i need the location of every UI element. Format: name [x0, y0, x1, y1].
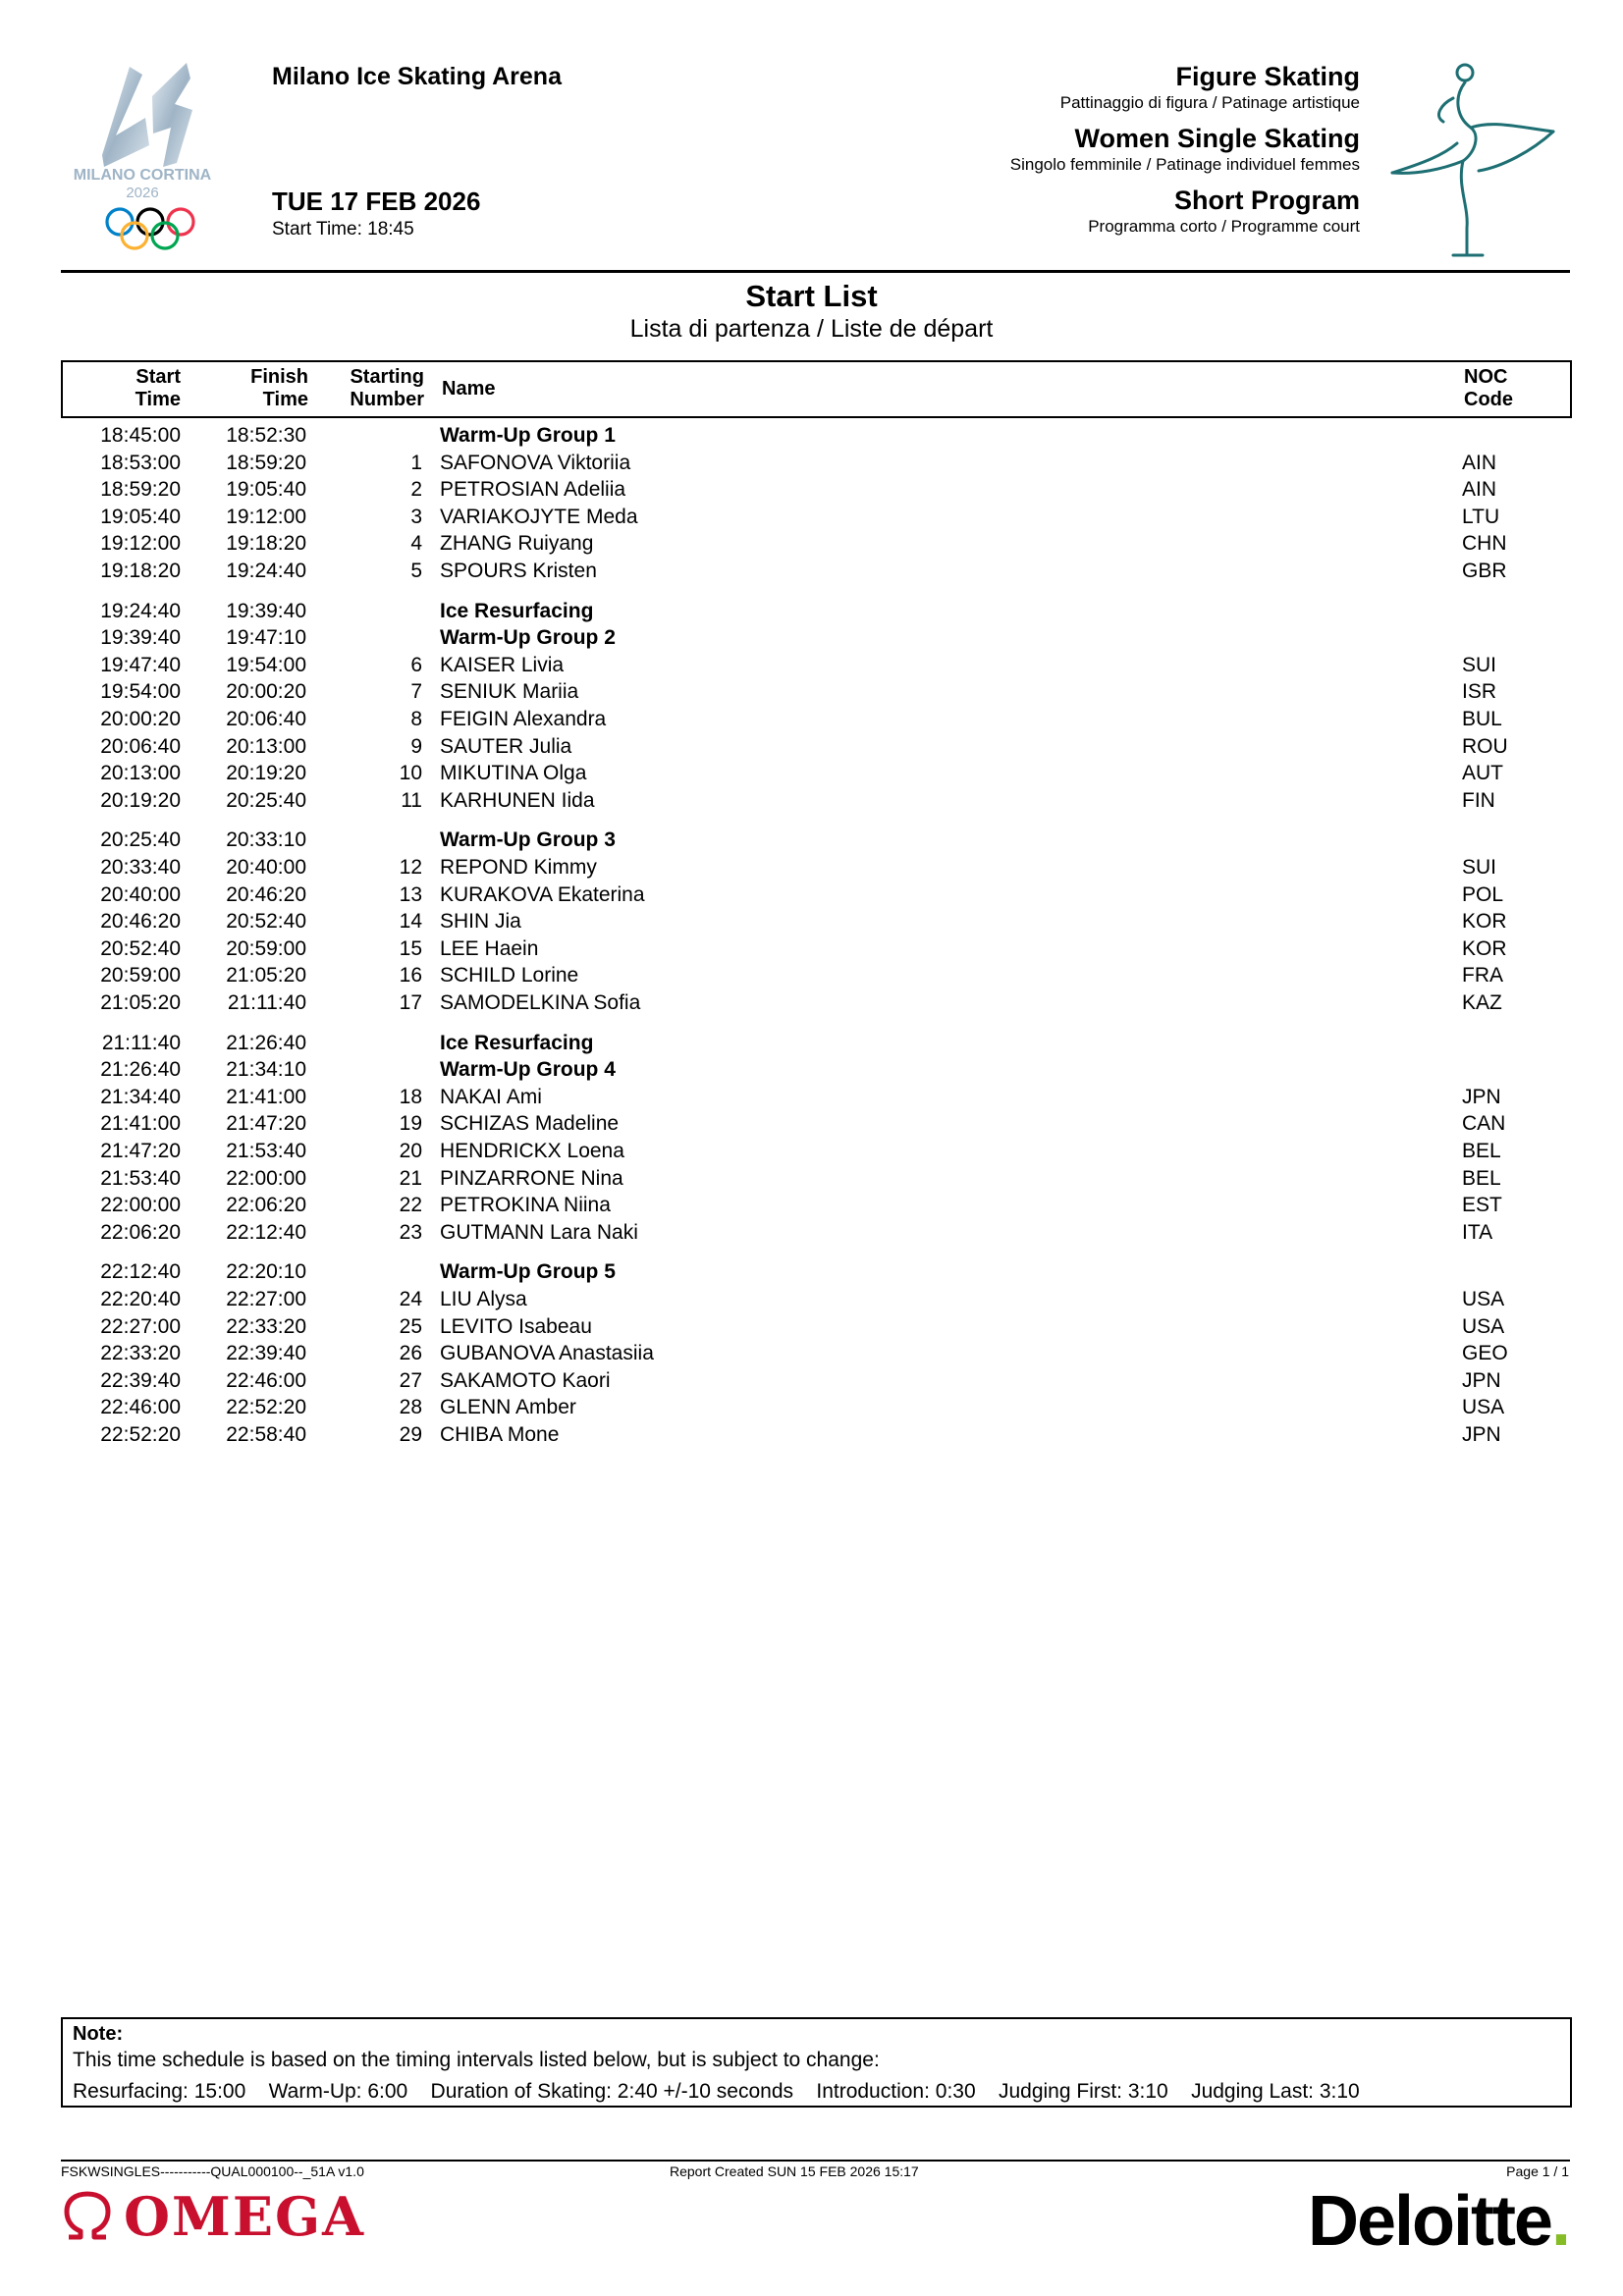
row-starting-number: 16: [399, 964, 422, 988]
row-noc-code: GBR: [1462, 560, 1507, 582]
row-finish-time: 22:06:20: [226, 1194, 306, 1217]
row-finish-time: 22:33:20: [226, 1314, 306, 1338]
row-skater-name: MIKUTINA Olga: [440, 762, 587, 785]
row-finish-time: 22:52:20: [226, 1396, 306, 1419]
emblem-text: MILANO CORTINA: [73, 167, 212, 184]
col-number-line1: Starting: [350, 366, 424, 388]
row-start-time: 18:59:20: [100, 478, 181, 502]
document-title: Start List: [745, 279, 878, 313]
col-finish-time: [181, 366, 308, 411]
row-skater-name: KURAKOVA Ekaterina: [440, 882, 645, 906]
report-code: FSKWSINGLES-----------QUAL000100--_51A v1.0: [61, 2163, 364, 2179]
row-start-time: 21:34:40: [100, 1085, 181, 1108]
row-group-label: Warm-Up Group 3: [440, 828, 616, 852]
row-finish-time: 20:33:10: [226, 828, 306, 852]
row-finish-time: 19:18:20: [226, 532, 306, 556]
row-starting-number: 26: [399, 1342, 422, 1365]
row-finish-time: 20:52:40: [226, 910, 306, 934]
row-noc-code: POL: [1462, 882, 1504, 906]
row-finish-time: 22:46:00: [226, 1368, 306, 1392]
row-starting-number: 21: [399, 1166, 422, 1190]
row-finish-time: 20:13:00: [226, 734, 306, 758]
row-finish-time: 19:39:40: [226, 599, 306, 622]
footer-rule: [61, 2160, 1570, 2162]
row-skater-name: LEVITO Isabeau: [440, 1314, 592, 1338]
note-box: [61, 2017, 1572, 2108]
row-start-time: 19:24:40: [100, 599, 181, 622]
deloitte-dot: .: [1550, 2182, 1569, 2261]
row-finish-time: 21:34:10: [226, 1058, 306, 1082]
row-group-label: Warm-Up Group 2: [440, 626, 616, 650]
col-start-line2: Time: [135, 389, 181, 410]
row-starting-number: 24: [399, 1288, 422, 1310]
row-start-time: 22:52:20: [100, 1423, 181, 1446]
row-finish-time: 20:25:40: [226, 788, 306, 812]
row-finish-time: 22:27:00: [226, 1288, 306, 1310]
row-skater-name: ZHANG Ruiyang: [440, 532, 594, 556]
row-start-time: 21:11:40: [101, 1031, 181, 1054]
row-noc-code: BUL: [1462, 708, 1502, 730]
row-finish-time: 20:19:20: [226, 762, 306, 785]
row-noc-code: SUI: [1462, 653, 1497, 676]
row-starting-number: 14: [399, 910, 422, 934]
row-start-time: 20:40:00: [100, 882, 181, 906]
row-noc-code: CAN: [1462, 1112, 1506, 1136]
omega-wordmark: OMEGA: [124, 2185, 365, 2248]
row-start-time: 21:26:40: [100, 1058, 181, 1082]
row-noc-code: JPN: [1462, 1423, 1501, 1446]
row-group-label: Ice Resurfacing: [440, 599, 594, 622]
row-noc-code: SUI: [1462, 856, 1497, 879]
table-header: [61, 360, 1572, 418]
row-noc-code: FIN: [1462, 788, 1495, 812]
row-start-time: 22:39:40: [100, 1368, 181, 1392]
col-start-line1: Start: [135, 366, 181, 388]
row-starting-number: 2: [410, 478, 422, 502]
document-subtitle: Lista di partenza / Liste de départ: [629, 315, 994, 343]
row-finish-time: 22:00:00: [226, 1166, 306, 1190]
row-finish-time: 22:20:10: [226, 1260, 306, 1284]
row-skater-name: SAMODELKINA Sofia: [440, 991, 641, 1014]
col-name: Name: [442, 378, 496, 400]
event-date: TUE 17 FEB 2026: [272, 187, 481, 216]
row-noc-code: USA: [1462, 1314, 1505, 1338]
row-starting-number: 4: [410, 532, 422, 556]
note-intervals: Resurfacing: 15:00 Warm-Up: 6:00 Duration of Skating: 2:40 +/-10 seconds Introduction: 0:30 Judging First: 3:10 Judging Last: 3:10: [73, 2080, 1360, 2103]
row-noc-code: KOR: [1462, 910, 1507, 934]
milano-cortina-emblem: [69, 57, 216, 258]
row-start-time: 21:53:40: [100, 1166, 181, 1190]
row-skater-name: SPOURS Kristen: [440, 560, 597, 582]
row-skater-name: VARIAKOJYTE Meda: [440, 505, 638, 528]
row-finish-time: 22:12:40: [226, 1220, 306, 1244]
row-finish-time: 19:24:40: [226, 560, 306, 582]
row-finish-time: 19:05:40: [226, 478, 306, 502]
row-finish-time: 22:39:40: [226, 1342, 306, 1365]
row-start-time: 22:06:20: [100, 1220, 181, 1244]
row-starting-number: 22: [399, 1194, 422, 1217]
row-noc-code: KOR: [1462, 936, 1507, 960]
row-skater-name: PINZARRONE Nina: [440, 1166, 623, 1190]
note-text: This time schedule is based on the timing intervals listed below, but is subject to change:: [73, 2049, 880, 2071]
figure-skater-icon: [1384, 59, 1561, 260]
row-finish-time: 21:05:20: [226, 964, 306, 988]
row-finish-time: 21:53:40: [226, 1140, 306, 1162]
header-rule: [61, 270, 1570, 273]
row-starting-number: 19: [399, 1112, 422, 1136]
col-noc-code: [1464, 366, 1513, 411]
row-finish-time: 18:52:30: [226, 424, 306, 447]
row-noc-code: JPN: [1462, 1085, 1501, 1108]
row-starting-number: 17: [399, 991, 422, 1014]
sport-title: Figure Skating: [1175, 62, 1360, 91]
row-start-time: 20:00:20: [100, 708, 181, 730]
row-finish-time: 20:40:00: [226, 856, 306, 879]
row-group-label: Warm-Up Group 1: [440, 424, 616, 447]
row-start-time: 18:45:00: [100, 424, 181, 447]
row-skater-name: HENDRICKX Loena: [440, 1140, 624, 1162]
row-start-time: 20:06:40: [100, 734, 181, 758]
row-starting-number: 11: [401, 788, 422, 812]
row-finish-time: 19:54:00: [226, 653, 306, 676]
start-list-table: [61, 422, 1570, 1463]
row-skater-name: NAKAI Ami: [440, 1085, 542, 1108]
row-start-time: 20:52:40: [100, 936, 181, 960]
row-noc-code: JPN: [1462, 1368, 1501, 1392]
row-starting-number: 3: [410, 505, 422, 528]
row-noc-code: CHN: [1462, 532, 1507, 556]
row-skater-name: SAFONOVA Viktoriia: [440, 451, 631, 474]
row-finish-time: 18:59:20: [226, 451, 306, 474]
row-finish-time: 21:26:40: [226, 1031, 306, 1054]
col-starting-number: [308, 366, 424, 411]
row-start-time: 21:41:00: [100, 1112, 181, 1136]
phase-subtitle: Programma corto / Programme court: [1088, 217, 1360, 236]
page-number: Page 1 / 1: [1506, 2163, 1569, 2179]
olympic-rings-icon: [104, 204, 212, 255]
row-start-time: 22:00:00: [100, 1194, 181, 1217]
row-finish-time: 22:58:40: [226, 1423, 306, 1446]
sport-subtitle: Pattinaggio di figura / Patinage artistique: [1059, 93, 1360, 112]
row-skater-name: SCHIZAS Madeline: [440, 1112, 620, 1136]
row-starting-number: 9: [410, 734, 422, 758]
row-skater-name: LIU Alysa: [440, 1288, 527, 1310]
row-group-label: Ice Resurfacing: [440, 1031, 594, 1054]
row-skater-name: PETROSIAN Adeliia: [440, 478, 626, 502]
row-finish-time: 20:46:20: [226, 882, 306, 906]
row-starting-number: 29: [399, 1423, 422, 1446]
row-skater-name: GLENN Amber: [440, 1396, 576, 1419]
row-start-time: 20:13:00: [100, 762, 181, 785]
row-start-time: 20:59:00: [100, 964, 181, 988]
venue-name: Milano Ice Skating Arena: [272, 63, 562, 90]
row-start-time: 20:19:20: [100, 788, 181, 812]
row-skater-name: SCHILD Lorine: [440, 964, 579, 988]
deloitte-wordmark: Deloitte: [1307, 2182, 1551, 2261]
row-skater-name: KARHUNEN Iida: [440, 788, 595, 812]
row-noc-code: AIN: [1462, 478, 1497, 502]
event-subtitle: Singolo femminile / Patinage individuel femmes: [1009, 155, 1360, 174]
row-skater-name: SAUTER Julia: [440, 734, 572, 758]
row-noc-code: LTU: [1462, 505, 1500, 528]
row-skater-name: SHIN Jia: [440, 910, 521, 934]
row-skater-name: KAISER Livia: [440, 653, 565, 676]
row-starting-number: 7: [410, 680, 422, 704]
row-starting-number: 6: [410, 653, 422, 676]
row-starting-number: 12: [399, 856, 422, 879]
row-start-time: 22:27:00: [100, 1314, 181, 1338]
row-starting-number: 5: [410, 560, 422, 582]
row-noc-code: KAZ: [1462, 991, 1502, 1014]
row-starting-number: 15: [399, 936, 422, 960]
note-title: Note:: [73, 2023, 124, 2045]
row-start-time: 19:54:00: [100, 680, 181, 704]
row-noc-code: AIN: [1462, 451, 1497, 474]
row-starting-number: 20: [399, 1140, 422, 1162]
row-finish-time: 20:00:20: [226, 680, 306, 704]
row-starting-number: 8: [410, 708, 422, 730]
row-skater-name: GUTMANN Lara Naki: [440, 1220, 638, 1244]
emblem-year: 2026: [126, 185, 159, 201]
row-skater-name: FEIGIN Alexandra: [440, 708, 607, 730]
row-noc-code: ISR: [1462, 680, 1497, 704]
row-skater-name: SENIUK Mariia: [440, 680, 579, 704]
col-finish-line2: Time: [262, 389, 308, 410]
row-start-time: 20:33:40: [100, 856, 181, 879]
row-start-time: 20:25:40: [100, 828, 181, 852]
col-finish-line1: Finish: [250, 366, 308, 388]
row-noc-code: AUT: [1462, 762, 1503, 785]
row-skater-name: REPOND Kimmy: [440, 856, 597, 879]
row-starting-number: 1: [410, 451, 422, 474]
col-noc-line2: Code: [1464, 389, 1513, 410]
row-starting-number: 25: [399, 1314, 422, 1338]
row-start-time: 20:46:20: [100, 910, 181, 934]
row-skater-name: GUBANOVA Anastasiia: [440, 1342, 654, 1365]
row-finish-time: 21:11:40: [227, 991, 306, 1014]
row-noc-code: USA: [1462, 1288, 1505, 1310]
row-noc-code: BEL: [1462, 1140, 1501, 1162]
row-skater-name: CHIBA Mone: [440, 1423, 560, 1446]
row-noc-code: GEO: [1462, 1342, 1508, 1365]
row-start-time: 19:18:20: [100, 560, 181, 582]
col-start-time: [63, 366, 181, 411]
event-title: Women Single Skating: [1074, 124, 1360, 153]
row-start-time: 22:46:00: [100, 1396, 181, 1419]
col-noc-line1: NOC: [1464, 366, 1508, 388]
phase-title: Short Program: [1173, 186, 1360, 215]
omega-logo: [61, 2187, 365, 2246]
row-noc-code: FRA: [1462, 964, 1503, 988]
col-number-line2: Number: [350, 389, 424, 410]
row-starting-number: 13: [399, 882, 422, 906]
row-start-time: 22:12:40: [100, 1260, 181, 1284]
row-start-time: 19:05:40: [100, 505, 181, 528]
row-noc-code: EST: [1462, 1194, 1502, 1217]
row-group-label: Warm-Up Group 5: [440, 1260, 616, 1284]
row-start-time: 19:39:40: [100, 626, 181, 650]
row-start-time: 21:47:20: [100, 1140, 181, 1162]
row-finish-time: 20:06:40: [226, 708, 306, 730]
row-start-time: 18:53:00: [100, 451, 181, 474]
row-finish-time: 20:59:00: [226, 936, 306, 960]
row-starting-number: 23: [399, 1220, 422, 1244]
row-noc-code: ROU: [1462, 734, 1508, 758]
deloitte-logo: [1308, 2181, 1569, 2262]
row-skater-name: PETROKINA Niina: [440, 1194, 611, 1217]
row-skater-name: SAKAMOTO Kaori: [440, 1368, 611, 1392]
row-starting-number: 18: [399, 1085, 422, 1108]
row-finish-time: 21:41:00: [226, 1085, 306, 1108]
row-start-time: 21:05:20: [100, 991, 181, 1014]
row-starting-number: 10: [399, 762, 422, 785]
start-time: Start Time: 18:45: [272, 219, 414, 240]
row-noc-code: ITA: [1462, 1220, 1493, 1244]
row-start-time: 19:47:40: [100, 653, 181, 676]
row-finish-time: 21:47:20: [226, 1112, 306, 1136]
row-start-time: 22:20:40: [100, 1288, 181, 1310]
row-starting-number: 28: [399, 1396, 422, 1419]
row-start-time: 22:33:20: [100, 1342, 181, 1365]
row-starting-number: 27: [399, 1368, 422, 1392]
row-finish-time: 19:47:10: [226, 626, 306, 650]
row-noc-code: USA: [1462, 1396, 1505, 1419]
report-created: Report Created SUN 15 FEB 2026 15:17: [670, 2163, 919, 2179]
row-finish-time: 19:12:00: [226, 505, 306, 528]
omega-symbol-icon: [61, 2190, 114, 2243]
row-skater-name: LEE Haein: [440, 936, 539, 960]
row-noc-code: BEL: [1462, 1166, 1501, 1190]
row-start-time: 19:12:00: [100, 532, 181, 556]
row-group-label: Warm-Up Group 4: [440, 1058, 616, 1082]
